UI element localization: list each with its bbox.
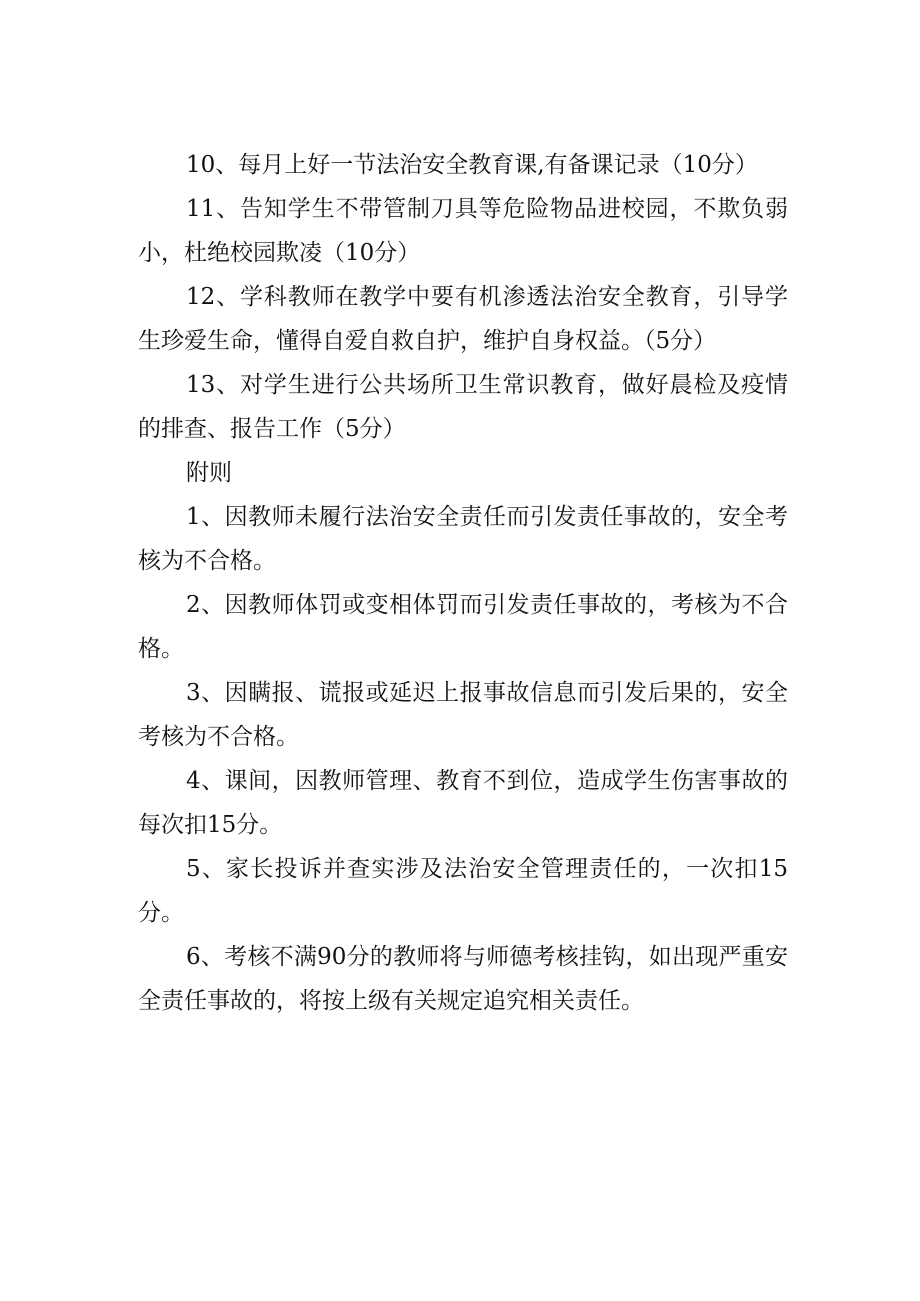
appendix-item-5: 5、家长投诉并查实涉及法治安全管理责任的，一次扣15分。 (138, 856, 788, 926)
appendix-item-3: 3、因瞒报、谎报或延迟上报事故信息而引发后果的，安全考核为不合格。 (138, 680, 788, 750)
appendix-item-4: 4、课间，因教师管理、教育不到位，造成学生伤害事故的每次扣15分。 (138, 768, 788, 838)
clause-11: 11、告知学生不带管制刀具等危险物品进校园，不欺负弱小，杜绝校园欺凌（10分） (138, 196, 788, 266)
clause-10: 10、每月上好一节法治安全教育课,有备课记录（10分） (186, 152, 758, 178)
document-body (138, 143, 788, 1023)
clause-12: 12、学科教师在教学中要有机渗透法治安全教育，引导学生珍爱生命，懂得自爱自救自护，维护自身权益。（5分） (138, 284, 788, 354)
appendix-item-6: 6、考核不满90分的教师将与师德考核挂钩，如出现严重安全责任事故的，将按上级有关规定追究相关责任。 (138, 944, 788, 1014)
clause-13: 13、对学生进行公共场所卫生常识教育，做好晨检及疫情的排查、报告工作（5分） (138, 372, 788, 442)
appendix-item-2: 2、因教师体罚或变相体罚而引发责任事故的，考核为不合格。 (138, 592, 788, 662)
appendix-item-1: 1、因教师未履行法治安全责任而引发责任事故的，安全考核为不合格。 (138, 504, 788, 574)
appendix-title: 附则 (186, 460, 232, 486)
